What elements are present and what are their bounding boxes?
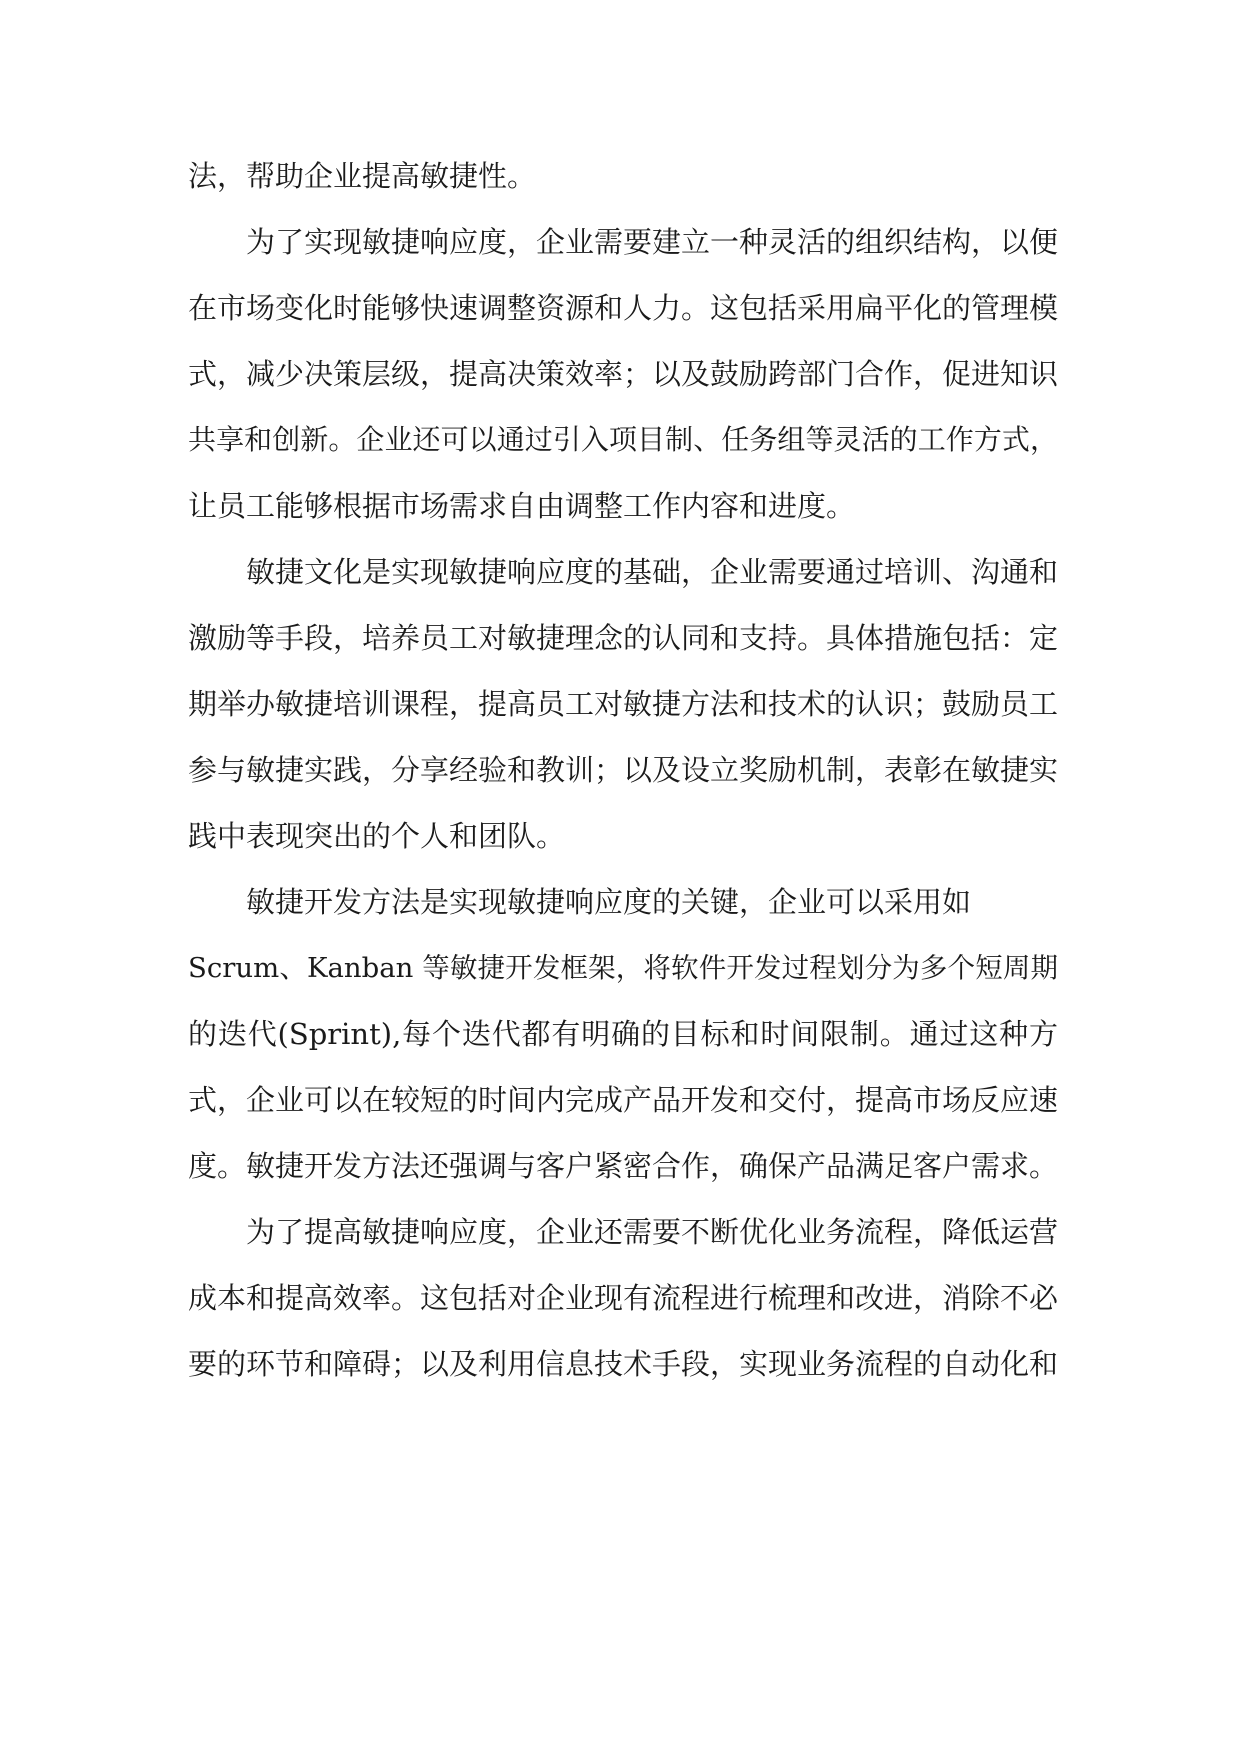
text-line: 敏捷文化是实现敏捷响应度的基础，企业需要通过培训、沟通和 [246,555,1059,589]
text-line: 要的环节和障碍；以及利用信息技术手段，实现业务流程的自动化和 [188,1347,1059,1381]
text-line: 在市场变化时能够快速调整资源和人力。这包括采用扁平化的管理模 [188,291,1059,325]
text-line: 期举办敏捷培训课程，提高员工对敏捷方法和技术的认识；鼓励员工 [188,687,1059,721]
text-line: 成本和提高效率。这包括对企业现有流程进行梳理和改进，消除不必 [188,1281,1059,1315]
text-line: Scrum、Kanban 等敏捷开发框架，将软件开发过程划分为多个短周期 [188,952,1058,984]
text-line: 法，帮助企业提高敏捷性。 [188,159,537,193]
text-line: 让员工能够根据市场需求自由调整工作内容和进度。 [188,489,856,523]
text-line: 式，减少决策层级，提高决策效率；以及鼓励跨部门合作，促进知识 [188,357,1059,391]
text-line: 为了实现敏捷响应度，企业需要建立一种灵活的组织结构，以便 [246,225,1059,259]
text-line: 式，企业可以在较短的时间内完成产品开发和交付，提高市场反应速 [188,1083,1059,1117]
text-line: 践中表现突出的个人和团队。 [188,819,566,853]
text-line: 共享和创新。企业还可以通过引入项目制、任务组等灵活的工作方式， [188,423,1058,456]
text-line: 度。敏捷开发方法还强调与客户紧密合作，确保产品满足客户需求。 [188,1149,1059,1183]
text-line: 激励等手段，培养员工对敏捷理念的认同和支持。具体措施包括：定 [188,621,1059,655]
text-line: 参与敏捷实践，分享经验和教训；以及设立奖励机制，表彰在敏捷实 [188,753,1059,787]
document-body [188,143,1058,1397]
text-line: 为了提高敏捷响应度，企业还需要不断优化业务流程，降低运营 [246,1215,1059,1249]
text-line: 的迭代(Sprint),每个迭代都有明确的目标和时间限制。通过这种方 [188,1017,1058,1051]
text-line: 敏捷开发方法是实现敏捷响应度的关键，企业可以采用如 [246,885,972,919]
